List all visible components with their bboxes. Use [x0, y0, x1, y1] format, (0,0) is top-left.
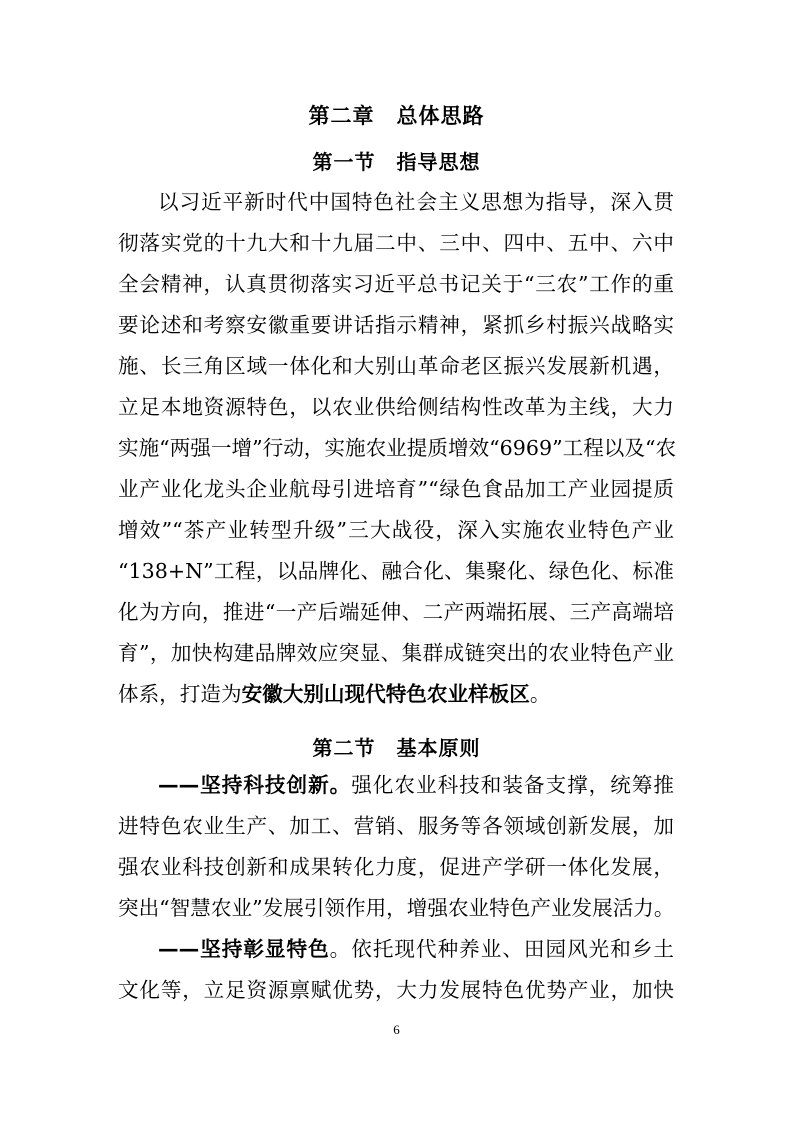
- paragraph-last-line: [118, 679, 674, 709]
- text-run: 。依托现代种养业、田园风光和乡土: [329, 937, 674, 961]
- paragraph-line: 强农业科技创新和成果转化力度，促进产学研一体化发展，: [118, 855, 674, 879]
- text-run: 体系，打造为: [118, 682, 242, 706]
- principle-heading: ——坚持科技创新。: [158, 773, 352, 797]
- paragraph-line: 业产业化龙头企业航母引进培育”“绿色食品加工产业园提质: [118, 477, 674, 501]
- paragraph-line: 要论述和考察安徽重要讲话指示精神，紧抓乡村振兴战略实: [118, 313, 674, 337]
- section-title-basic-principles: 第二节 基本原则: [312, 736, 481, 760]
- paragraph-line: “138+N”工程，以品牌化、融合化、集聚化、绿色化、标准: [118, 559, 674, 583]
- paragraph-line: 育”，加快构建品牌效应突显、集群成链突出的农业特色产业: [118, 641, 674, 665]
- paragraph-line: 增效”“茶产业转型升级”三大战役，深入实施农业特色产业: [118, 518, 674, 542]
- text-run: 强化农业科技和装备支撑，统筹推: [351, 773, 675, 797]
- paragraph-line: 施、长三角区域一体化和大别山革命老区振兴发展新机遇，: [118, 354, 674, 378]
- paragraph-line: 以习近平新时代中国特色社会主义思想为指导，深入贯: [158, 190, 674, 214]
- page-number: 6: [393, 1022, 400, 1037]
- paragraph-line: 全会精神，认真贯彻落实习近平总书记关于“三农”工作的重: [118, 272, 674, 296]
- paragraph-line: 彻落实党的十九大和十九届二中、三中、四中、五中、六中: [118, 231, 674, 255]
- paragraph-line: 文化等，立足资源禀赋优势，大力发展特色优势产业，加快: [118, 978, 674, 1002]
- principle-line: [158, 770, 674, 800]
- paragraph-line: 实施“两强一增”行动，实施农业提质增效“6969”工程以及“农: [118, 436, 677, 460]
- principle-heading: ——坚持彰显特色: [158, 937, 330, 961]
- bold-emphasis: 安徽大别山现代特色农业样板区: [241, 682, 530, 706]
- paragraph-line: 立足本地资源特色，以农业供给侧结构性改革为主线，大力: [118, 395, 674, 419]
- paragraph-line: 化为方向，推进“一产后端延伸、二产两端拓展、三产高端培: [118, 600, 674, 624]
- paragraph-line: 突出“智慧农业”发展引领作用，增强农业特色产业发展活力。: [118, 896, 675, 920]
- principle-line: [158, 934, 674, 964]
- chapter-title: 第二章 总体思路: [308, 104, 485, 128]
- paragraph-line: 进特色农业生产、加工、营销、服务等各领域创新发展，加: [118, 814, 674, 838]
- section-title-guiding-ideology: 第一节 指导思想: [312, 150, 481, 174]
- text-run: 。: [529, 682, 551, 706]
